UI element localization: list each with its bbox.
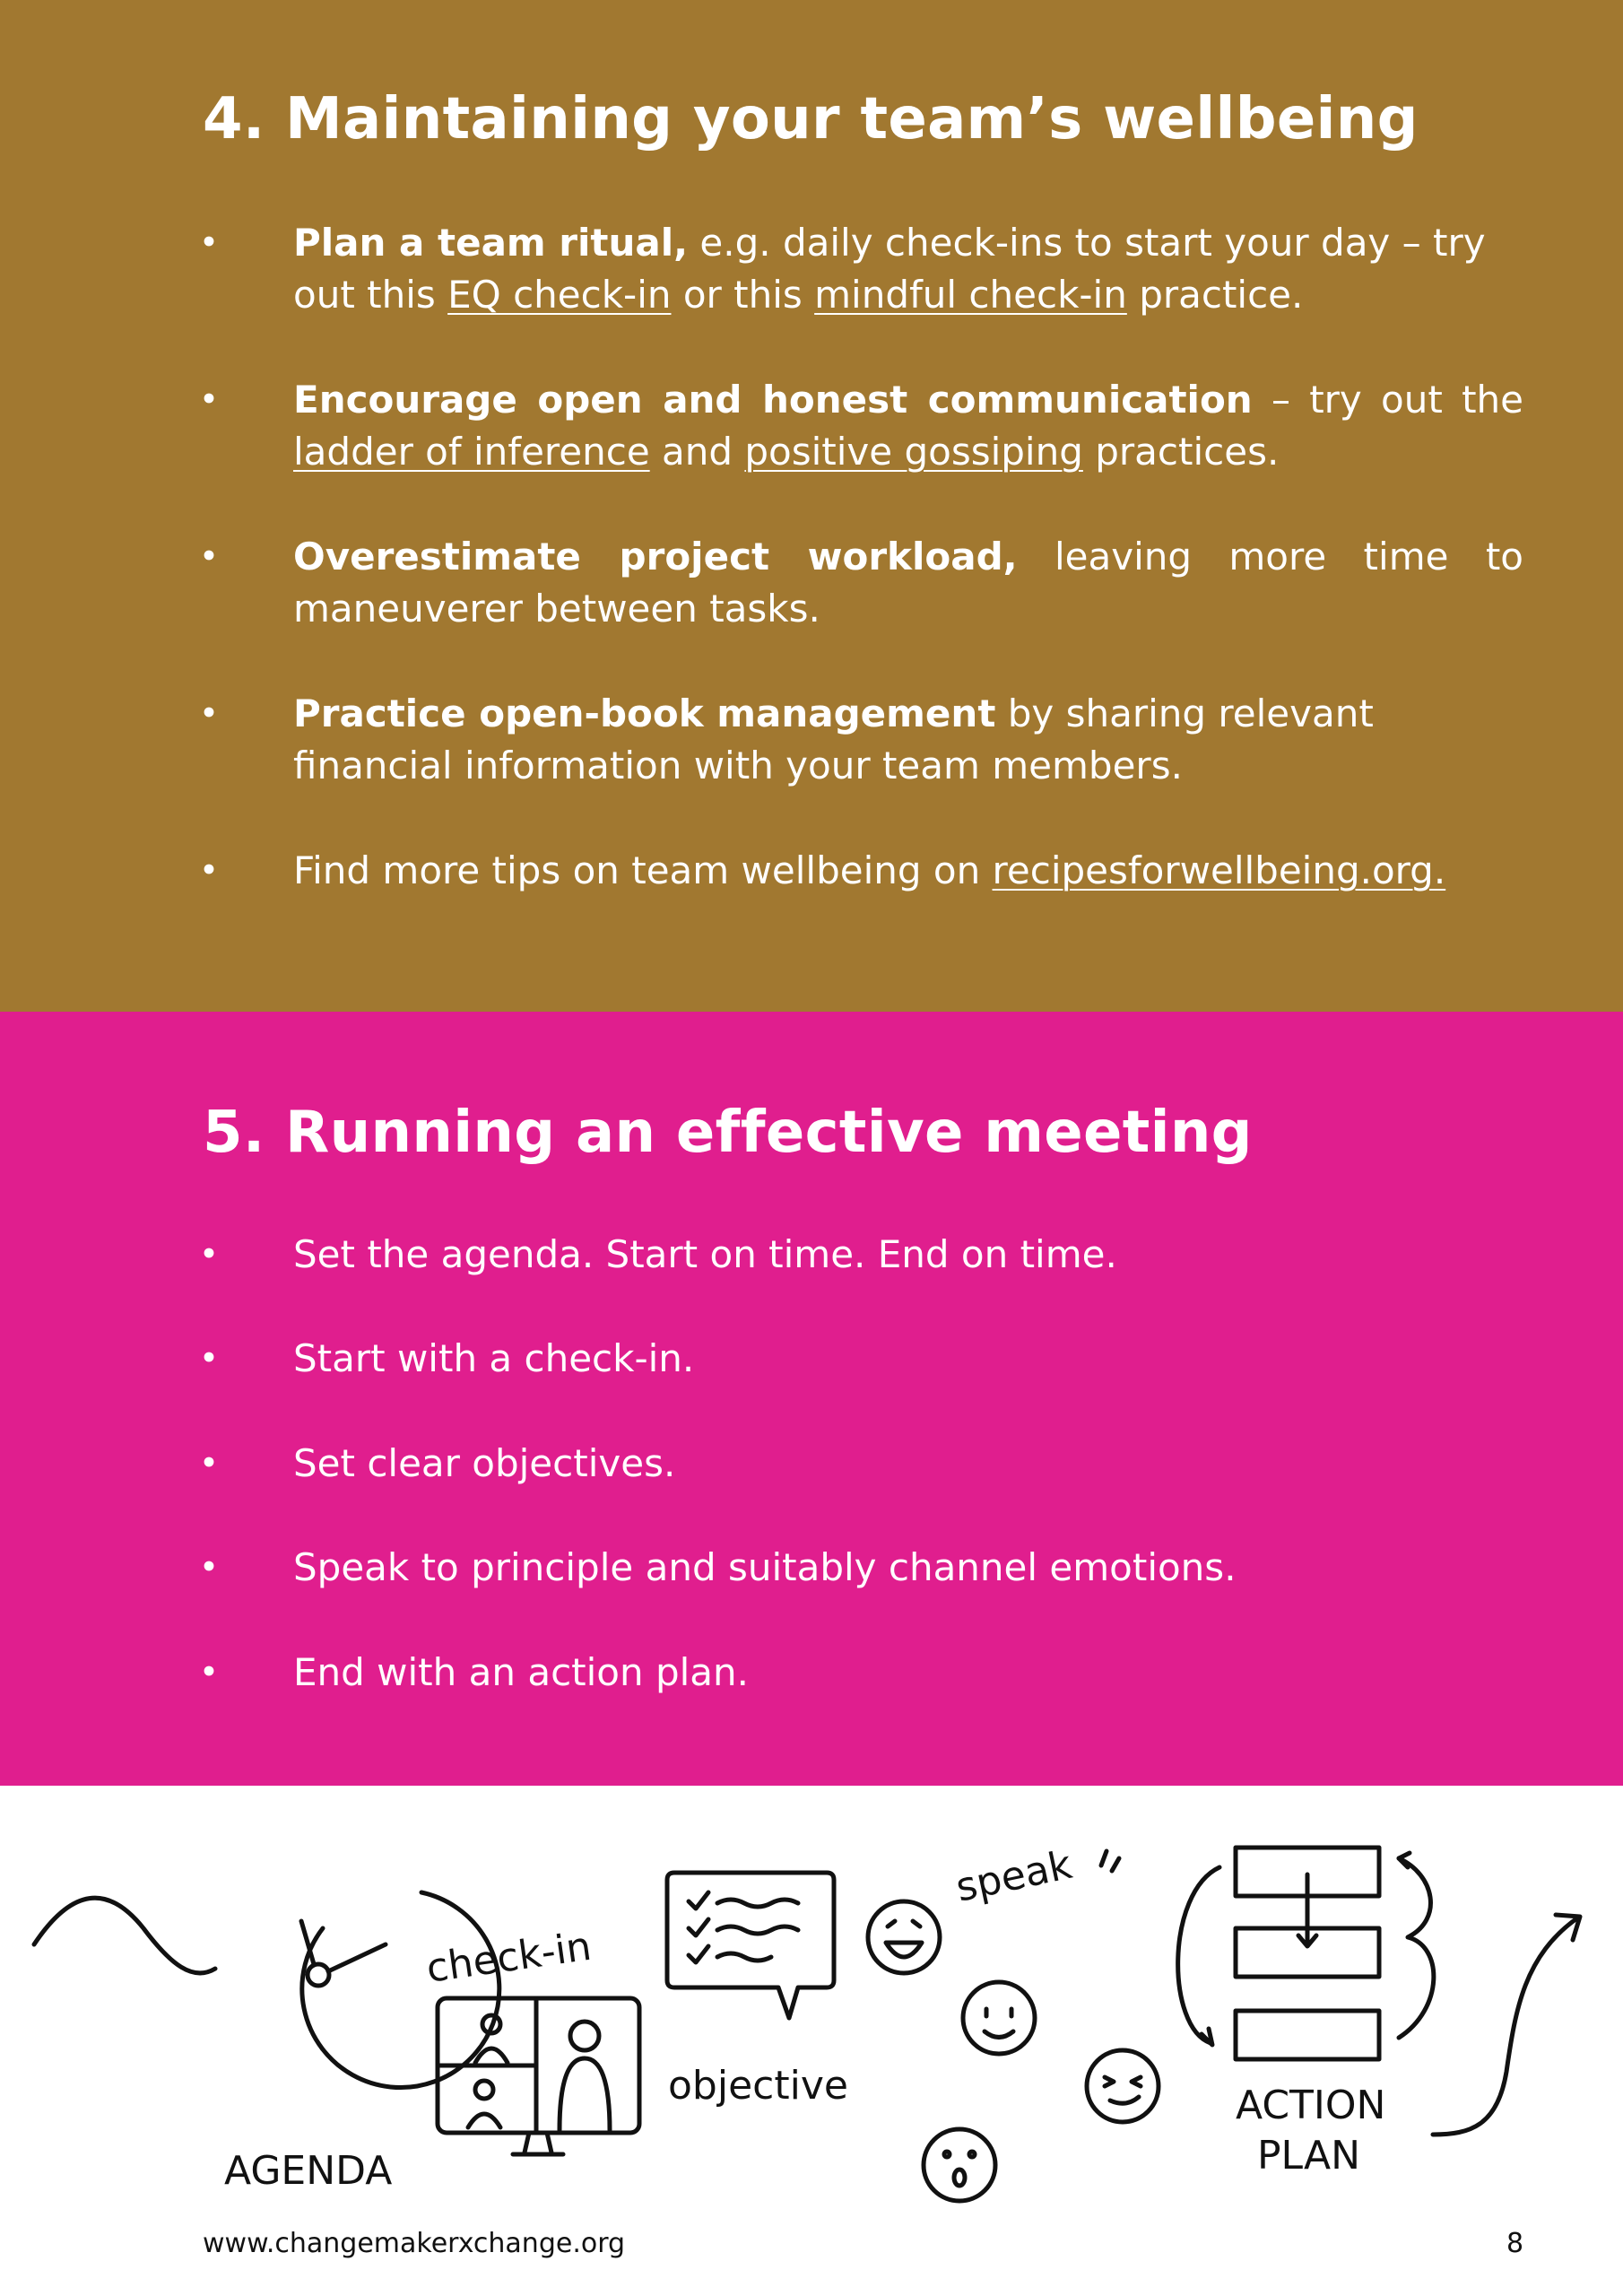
list-item-text: Set clear objectives. — [293, 1441, 676, 1485]
action-label: ACTION — [1236, 2083, 1386, 2128]
bullet-dot — [204, 551, 214, 561]
check-in-label: check-in — [423, 1923, 595, 1992]
plan-label: PLAN — [1257, 2133, 1361, 2179]
list-item-text: End with an action plan. — [293, 1650, 749, 1694]
smiling-face-icon — [963, 1982, 1035, 2054]
list-item-text — [293, 688, 1523, 792]
list-item-text — [293, 845, 1523, 897]
clock-icon — [301, 1892, 499, 2088]
list-item-text: Set the agenda. Start on time. End on time. — [293, 1232, 1117, 1276]
item-text: and — [649, 430, 745, 474]
bullet-dot — [204, 1561, 214, 1571]
wave-line — [34, 1898, 215, 1973]
agenda-label: AGENDA — [224, 2148, 393, 2194]
action-plan-flowchart-icon — [1178, 1848, 1434, 2059]
item-bold: Plan a team ritual, — [293, 221, 689, 265]
arrow-icon — [1433, 1918, 1578, 2135]
bullet-dot — [204, 394, 214, 404]
wellbeing-section — [0, 0, 1623, 1012]
item-text: by sharing relevant financial information with your team members. — [293, 691, 1374, 787]
meeting-section — [0, 1012, 1623, 1786]
smirking-face-icon — [1087, 2050, 1159, 2122]
bullet-dot — [204, 708, 214, 718]
link-mindful-check-in[interactable]: mindful check-in — [814, 273, 1127, 317]
link-recipesforwellbeing[interactable]: recipesforwellbeing.org. — [992, 848, 1446, 892]
objective-label: objective — [668, 2063, 848, 2109]
checklist-bubble-icon — [667, 1873, 834, 2018]
bullet-dot — [204, 1352, 214, 1362]
section-title-meeting: 5. Running an effective meeting — [203, 1100, 1253, 1166]
item-text: or this — [671, 273, 815, 317]
link-positive-gossiping[interactable]: positive gossiping — [744, 430, 1083, 474]
list-item-text: Speak to principle and suitably channel emotions. — [293, 1545, 1237, 1589]
meeting-illustration — [0, 1803, 1623, 2224]
bullet-dot — [204, 865, 214, 874]
bullet-dot — [204, 1248, 214, 1258]
bullet-dot — [204, 1666, 214, 1676]
list-item-text — [293, 217, 1523, 321]
item-text: practices. — [1082, 430, 1280, 474]
item-bold: Practice open-book management — [293, 691, 996, 735]
speak-label: speak — [951, 1841, 1076, 1911]
section-title-wellbeing: 4. Maintaining your team’s wellbeing — [203, 86, 1419, 152]
item-text: Find more tips on team wellbeing on — [293, 848, 993, 892]
item-bold: Overestimate project workload, — [293, 535, 1018, 578]
page-number: 8 — [1506, 2228, 1524, 2259]
surprised-face-icon — [924, 2129, 995, 2201]
item-bold: Encourage open and honest communication — [293, 378, 1253, 422]
video-call-icon — [438, 1998, 639, 2154]
link-eq-check-in[interactable]: EQ check-in — [447, 273, 672, 317]
item-text: e.g. daily check-ins to start your day – try out this — [293, 221, 1486, 317]
item-text: practice. — [1126, 273, 1304, 317]
list-item-text — [293, 531, 1523, 635]
bullet-dot — [204, 1457, 214, 1467]
list-item-text — [293, 374, 1523, 478]
item-text: leaving more time to maneuverer between tasks. — [293, 535, 1523, 631]
footer-url-link[interactable]: www.changemakerxchange.org — [203, 2228, 626, 2259]
link-ladder-of-inference[interactable]: ladder of inference — [293, 430, 650, 474]
item-text: – try out the — [1252, 378, 1523, 422]
list-item-text: Start with a check-in. — [293, 1336, 695, 1380]
laughing-face-icon — [868, 1901, 940, 1973]
bullet-dot — [204, 237, 214, 247]
